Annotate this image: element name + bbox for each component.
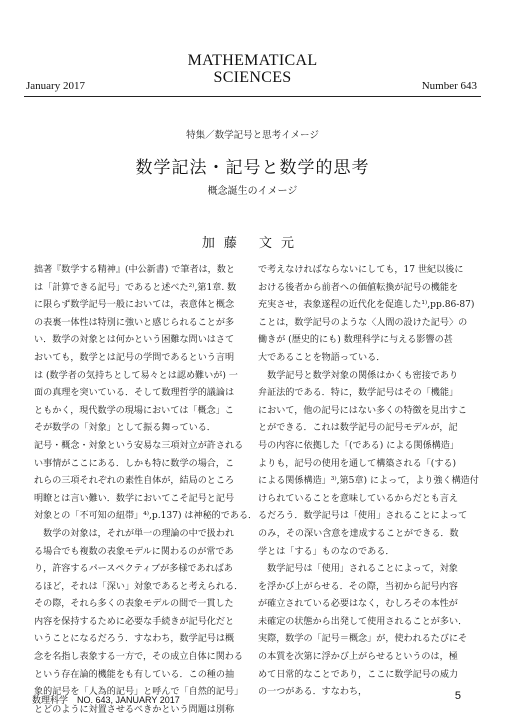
body-line: とどのように対置させるべきかという問題は別称 (34, 704, 235, 715)
body-line: い事情がここにある．しかも特に数学の場合，こ (34, 458, 235, 469)
footer-journal: 数理科学 NO. 643, JANUARY 2017 (32, 695, 180, 705)
body-line: れらの三項それぞれの素性自体が，結局のところ (34, 476, 235, 487)
body-line: る場合でも複数の表象モデルに関わるのが常であ (34, 546, 234, 557)
body-line: いうことになるだろう．すなわち，数学記号は概 (34, 634, 235, 645)
body-line: という存在論的機能をも有している．この種の抽 (34, 669, 235, 680)
body-line: 数学の対象は，それが単一の理論の中で扱われ (34, 528, 235, 539)
body-line: 記号・概念・対象という安易な三項対立が許される (34, 440, 244, 451)
body-column-left (34, 262, 258, 719)
header-rule (24, 96, 481, 97)
body-line: とができる．これは数学記号の記号モデルが，記 (258, 423, 458, 434)
body-line: 弁証法的である．特に，数学記号はその「機能」 (258, 388, 459, 399)
body-line: 実際，数学の「記号＝概念」が，使われるたびにそ (258, 634, 468, 645)
body-line: ともかく，現代数学の現場においては「概念」こ (34, 405, 234, 416)
body-line: るほど，それは「深い」対象であると考えられる． (34, 581, 244, 592)
body-line: 号の内容に依拠した「(である) による関係構造」 (258, 440, 459, 451)
series-label: 特集／数学記号と思考イメージ (186, 130, 319, 141)
author-name: 加藤 文元 (201, 236, 304, 251)
body-line: けられていることを意味しているからだとも言え (258, 493, 459, 504)
body-line: のみ，その深い含意を達成することができる．数 (258, 528, 459, 539)
body-line: 数学記号は「使用」されることによって，対象 (258, 564, 458, 575)
body-line: に限らず数学記号一般においては，表意体と概念 (34, 300, 235, 311)
article-title: 数学記法・記号と数学的思考 (135, 158, 370, 178)
body-line: 念を名指し表象する一方で，その成立自体に関わる (34, 652, 243, 663)
body-line: 大であることを物語っている． (258, 352, 386, 363)
body-line: るだろう．数学記号は「使用」されることによって (258, 511, 468, 522)
body-line: そが数学の「対象」として振る舞っている． (34, 423, 216, 434)
body-line: 面の真理を突いている．そして数理哲学的議論は (34, 388, 235, 399)
body-line: 学とは「する」ものなのである． (258, 546, 395, 557)
body-line: 拙著『数学する精神』(中公新書) で筆者は，数と (34, 265, 235, 275)
body-line: 未確定の状態から出発して使用されることが多い． (258, 616, 468, 627)
body-line: で考えなければならないにしても，17 世紀以後に (258, 265, 464, 275)
body-line: い．数学の対象とは何かという困難な問いはさて (34, 335, 235, 346)
body-line: の一つがある．すなわち， (258, 687, 368, 698)
body-line: 対象との「不可知の紐帯」⁴⁾,p.137) は神秘的である． (34, 511, 258, 522)
body-line: よりも，記号の使用を通して構築される「(する) (258, 458, 457, 469)
body-line: は「計算できる記号」であると述べた²⁾,第1章. 数 (34, 282, 237, 293)
body-line: 象的記号を「人為的記号」と呼んで「自然的記号」 (34, 687, 244, 698)
body-line: 内容を保持するために必要な手続きが記号化だと (34, 616, 235, 627)
body-line: の本質を次第に浮かび上がらせるというのは，極 (258, 652, 458, 663)
body-column-right (258, 262, 479, 702)
body-line: 働きが (歴史的にも) 数理科学に与える影響の甚 (258, 335, 453, 346)
body-line: 明瞭とは言い難い．数学においてこそ記号と記号 (34, 493, 235, 504)
body-line: り，許容するパースペクティブが多様であればあ (34, 564, 233, 575)
body-line: その際，それら多くの表象モデルの間で一貫した (34, 599, 234, 610)
body-line: 数学記号と数学対象の関係はかくも密接であり (258, 370, 459, 381)
body-line: めて日常的なことであり，ここに数学記号の威力 (258, 669, 459, 680)
body-line: 充実させ，表象遂程の近代化を促進した¹⁾,pp.86-87) (258, 300, 475, 311)
issue-date: January 2017 (26, 80, 85, 92)
body-line: において，他の記号にはない多くの特徴を見出すこ (258, 405, 467, 416)
body-line: の表裏一体性は特別に強いと感じられることが多 (34, 317, 235, 328)
body-line: が確立されている必要はなく，むしろその本性が (258, 599, 458, 610)
body-line: おける後者から前者への価値転換が記号の機能を (258, 282, 459, 293)
body-line: は (数学者の気持ちとして易々とは認め難いが) 一 (34, 370, 238, 381)
body-line: おいても，数学とは記号の学問であるという言明 (34, 352, 235, 363)
body-line: ことは，数学記号のような〈人間の設けた記号〉の (258, 317, 468, 328)
article-subtitle: 概念誕生のイメージ (207, 186, 298, 197)
journal-name-line2: SCIENCES (213, 69, 292, 86)
body-line: を浮かび上がらせる．その際，当初から記号内容 (258, 581, 458, 592)
body-line: による関係構造」³⁾,第5章) によって，より強く構造付 (258, 476, 479, 487)
issue-number: Number 643 (421, 80, 477, 92)
journal-name-line1: MATHEMATICAL (187, 52, 318, 69)
page-number: 5 (454, 690, 461, 702)
